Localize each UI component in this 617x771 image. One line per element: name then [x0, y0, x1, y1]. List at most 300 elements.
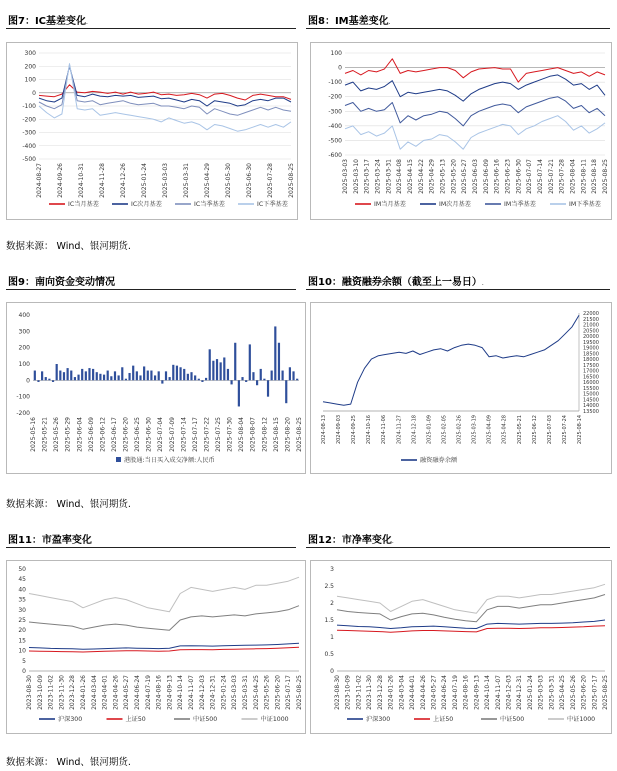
legend-label: IC当季基差	[194, 201, 225, 208]
x-tick-label: 2025-03-03	[162, 163, 169, 198]
x-tick-label: 2025-04-29	[428, 159, 436, 194]
x-tick-label: 2025-07-03	[546, 415, 553, 445]
y-tick-label: 1	[330, 634, 334, 641]
bar	[92, 369, 94, 380]
y-tick-label: 2	[330, 600, 334, 607]
x-tick-label: 2024-04-01	[409, 675, 417, 710]
x-tick-label: 2025-06-30	[246, 163, 253, 198]
bar	[212, 361, 214, 381]
bar	[271, 371, 273, 381]
x-tick-label: 2025-03-24	[374, 159, 382, 194]
x-tick-label: 2025-06-20	[122, 417, 130, 452]
x-tick-label: 2025-06-17	[110, 417, 118, 452]
x-tick-label: 2024-10-14	[177, 675, 185, 710]
bar	[187, 374, 189, 381]
series-line	[345, 75, 605, 101]
bar	[278, 343, 280, 381]
legend-label: 上证50	[433, 716, 454, 723]
x-tick-label: 2025-03-10	[352, 159, 360, 194]
series-line	[337, 584, 605, 613]
figure-8-title: 图8：IM基差变化.	[308, 16, 391, 27]
bar	[143, 366, 145, 380]
bar	[59, 371, 61, 381]
x-tick-label: 2025-01-24	[220, 675, 228, 710]
bar	[161, 380, 163, 383]
x-tick-label: 2024-04-26	[112, 675, 120, 710]
data-source-note: 数据来源： Wind、银河期货.	[6, 241, 131, 252]
bar	[234, 343, 236, 381]
y-tick-label: 19500	[583, 339, 599, 346]
x-tick-label: 2025-03-03	[231, 675, 239, 710]
y-tick-label: 15000	[583, 391, 599, 398]
legend-label: 融资融券余额	[420, 457, 458, 464]
bar	[194, 375, 196, 380]
legend-label: 中证500	[193, 716, 218, 723]
figure-10-title: 图10：融资融券余额（截至上一易日）.	[308, 277, 484, 288]
bar	[74, 377, 76, 380]
x-tick-label: 2024-09-13	[166, 675, 174, 710]
y-tick-label: 13500	[583, 409, 599, 415]
y-tick-label: 20500	[583, 328, 599, 335]
x-tick-label: 2025-02-26	[456, 415, 463, 445]
y-tick-label: -200	[16, 410, 30, 417]
y-tick-label: -100	[16, 393, 30, 401]
y-tick-label: -600	[328, 152, 342, 159]
figure-7-title: 图7：IC基差变化.	[8, 16, 88, 27]
x-tick-label: 2023-12-28	[376, 675, 384, 710]
divider	[306, 28, 610, 29]
x-tick-label: 2025-04-08	[396, 159, 404, 194]
legend-swatch	[116, 457, 121, 462]
y-tick-label: 200	[18, 344, 30, 352]
series-line	[29, 606, 299, 631]
divider	[6, 28, 296, 29]
x-tick-label: 2024-06-24	[134, 675, 141, 710]
y-tick-label: 0	[338, 64, 342, 72]
y-tick-label: 21000	[583, 322, 599, 329]
y-tick-label: 14500	[583, 397, 599, 404]
x-tick-label: 2023-12-28	[69, 675, 77, 710]
bar	[263, 379, 265, 381]
x-tick-label: 2024-07-19	[451, 675, 459, 710]
y-tick-label: 100	[24, 76, 36, 84]
bar	[118, 375, 120, 380]
series-line	[337, 626, 605, 632]
x-tick-label: 2024-07-19	[144, 675, 152, 710]
bar	[165, 371, 167, 380]
bar	[77, 375, 79, 381]
y-tick-label: 5	[22, 657, 26, 665]
x-tick-label: 2024-12-03	[505, 675, 513, 710]
bar	[107, 371, 109, 381]
y-tick-label: 35	[18, 596, 26, 604]
x-tick-label: 2025-08-18	[591, 159, 599, 194]
data-source-note: 数据来源： Wind、银河期货.	[6, 757, 131, 768]
legend-label: 中证1000	[567, 716, 596, 723]
x-tick-label: 2023-10-09	[344, 675, 352, 710]
y-tick-label: -100	[22, 103, 36, 110]
figure-12-chart	[310, 560, 612, 734]
x-tick-label: 2025-08-07	[249, 417, 257, 452]
bar	[238, 380, 240, 406]
x-tick-label: 2024-10-31	[78, 163, 85, 198]
y-tick-label: 19000	[583, 345, 599, 352]
x-tick-label: 2024-05-27	[430, 675, 438, 710]
y-tick-label: -500	[22, 156, 36, 163]
x-tick-label: 2024-01-26	[387, 675, 395, 710]
x-tick-label: 2024-12-31	[209, 675, 217, 710]
x-tick-label: 2025-05-27	[461, 159, 469, 194]
bar	[139, 375, 141, 380]
bar	[230, 380, 232, 384]
x-tick-label: 2025-05-30	[225, 163, 232, 198]
y-tick-label: 17000	[583, 368, 599, 375]
y-tick-label: 15500	[583, 385, 599, 392]
x-tick-label: 2023-08-30	[26, 675, 33, 710]
legend-label: IM当月基差	[374, 201, 406, 208]
x-tick-label: 2023-11-02	[47, 675, 55, 710]
x-tick-label: 2023-11-30	[58, 675, 66, 710]
series-line	[345, 116, 605, 150]
x-tick-label: 2025-04-15	[407, 159, 414, 194]
bar	[220, 362, 222, 380]
bar	[56, 364, 58, 380]
y-tick-label: -400	[328, 122, 342, 130]
bar	[136, 371, 138, 380]
bar	[256, 380, 258, 385]
x-tick-label: 2025-07-28	[267, 163, 274, 198]
x-tick-label: 2025-04-22	[417, 159, 425, 194]
y-tick-label: 21500	[583, 316, 599, 323]
bar	[52, 380, 54, 382]
x-tick-label: 2025-08-15	[272, 417, 280, 452]
y-tick-label: -200	[328, 93, 342, 101]
legend-label: 沪深300	[58, 716, 83, 723]
x-tick-label: 2025-05-26	[263, 675, 271, 710]
x-tick-label: 2025-07-14	[537, 159, 544, 194]
y-tick-label: 22000	[583, 311, 599, 317]
y-tick-label: 10	[18, 647, 26, 655]
x-tick-label: 2024-08-13	[321, 415, 327, 445]
x-tick-label: 2025-03-31	[242, 675, 249, 710]
y-tick-label: 100	[18, 361, 30, 368]
figure-11-title: 图11：市盈率变化	[8, 535, 92, 546]
x-tick-label: 2025-08-25	[602, 675, 609, 710]
x-tick-label: 2024-10-16	[366, 415, 373, 445]
x-tick-label: 2024-08-16	[462, 675, 470, 710]
x-tick-label: 2025-06-09	[87, 417, 95, 452]
x-tick-label: 2025-08-04	[569, 159, 577, 194]
bar	[99, 374, 101, 381]
bar	[296, 379, 298, 381]
y-tick-label: 16500	[583, 374, 599, 381]
y-tick-label: 3	[330, 566, 334, 573]
x-tick-label: 2024-11-27	[396, 415, 403, 445]
y-tick-label: 0	[22, 668, 26, 675]
bar	[285, 380, 287, 403]
x-tick-label: 2024-12-18	[411, 415, 418, 445]
x-tick-label: 2025-03-03	[537, 675, 545, 710]
x-tick-label: 2025-04-28	[501, 415, 508, 445]
y-tick-label: 14000	[583, 403, 599, 410]
figure-8-chart	[310, 42, 612, 220]
x-tick-label: 2025-07-17	[191, 417, 199, 452]
y-tick-label: -300	[328, 108, 342, 116]
x-tick-label: 2025-06-30	[145, 417, 153, 452]
x-tick-label: 2025-07-22	[203, 417, 211, 452]
x-tick-label: 2025-08-12	[261, 417, 269, 452]
series-line	[337, 595, 605, 622]
figure-9-title: 图9：南向资金变动情况	[8, 277, 115, 288]
y-tick-label: 100	[330, 50, 342, 57]
x-tick-label: 2025-07-21	[547, 158, 555, 194]
legend-label: IC下季基差	[257, 201, 288, 208]
y-tick-label: -300	[22, 129, 36, 137]
x-tick-label: 2025-06-20	[274, 675, 282, 710]
figure-9-chart	[6, 302, 306, 474]
x-tick-label: 2025-08-14	[577, 415, 583, 445]
x-tick-label: 2025-08-25	[296, 675, 303, 710]
y-tick-label: 45	[18, 576, 26, 584]
y-tick-label: 18500	[583, 351, 599, 358]
bar	[37, 380, 39, 382]
x-tick-label: 2024-12-26	[120, 163, 127, 198]
y-tick-label: -100	[328, 79, 342, 87]
y-tick-label: 0	[32, 89, 36, 97]
x-tick-label: 2025-05-26	[569, 675, 577, 710]
x-tick-label: 2024-11-28	[99, 163, 106, 198]
bar	[147, 371, 149, 381]
x-tick-label: 2025-06-12	[99, 417, 107, 452]
x-tick-label: 2024-03-04	[90, 675, 98, 710]
x-tick-label: 2025-07-28	[558, 159, 566, 194]
bar	[209, 349, 211, 380]
divider	[6, 289, 296, 290]
x-tick-label: 2025-05-21	[41, 417, 49, 452]
x-tick-label: 2025-08-04	[238, 417, 246, 452]
bar	[289, 367, 291, 380]
x-tick-label: 2024-04-26	[419, 675, 427, 710]
x-tick-label: 2025-05-16	[30, 417, 37, 452]
x-tick-label: 2024-06-24	[441, 675, 449, 710]
x-tick-label: 2025-07-04	[157, 417, 165, 452]
x-tick-label: 2025-07-17	[591, 675, 599, 710]
legend-label: IM次月基差	[439, 201, 471, 208]
bar	[176, 366, 178, 381]
y-tick-label: 16000	[583, 380, 599, 387]
x-tick-label: 2025-06-20	[580, 675, 588, 710]
legend-label: IC次月基差	[131, 201, 162, 208]
bar	[103, 375, 105, 381]
x-tick-label: 2023-11-02	[355, 675, 363, 710]
divider	[306, 547, 610, 548]
y-tick-label: 400	[18, 312, 30, 319]
figure-7-chart	[6, 42, 298, 220]
y-tick-label: 300	[18, 328, 30, 336]
x-tick-label: 2024-08-27	[36, 163, 43, 198]
y-tick-label: 15	[18, 637, 26, 645]
x-tick-label: 2025-07-09	[168, 417, 176, 452]
legend-label: 中证1000	[260, 716, 289, 723]
bar	[201, 380, 203, 382]
bar	[282, 371, 284, 381]
y-tick-label: 300	[24, 50, 36, 57]
bar	[172, 365, 174, 381]
y-tick-label: 50	[18, 566, 26, 573]
bar	[205, 378, 207, 380]
y-tick-label: 0.5	[324, 651, 334, 658]
x-tick-label: 2025-08-25	[288, 163, 295, 198]
bar	[48, 379, 50, 381]
bar	[70, 371, 72, 381]
x-tick-label: 2025-06-03	[472, 159, 479, 194]
bar	[190, 372, 192, 380]
x-tick-label: 2025-05-20	[450, 159, 458, 194]
bar	[252, 372, 254, 380]
x-tick-label: 2025-06-25	[134, 417, 142, 452]
y-tick-label: 25	[18, 617, 26, 624]
bar	[274, 326, 276, 380]
x-tick-label: 2024-12-31	[516, 675, 524, 710]
bar	[223, 357, 225, 380]
x-tick-label: 2025-08-11	[580, 159, 588, 194]
bar	[110, 376, 112, 380]
x-tick-label: 2024-05-27	[123, 675, 131, 710]
x-tick-label: 2025-05-13	[439, 159, 447, 194]
x-tick-label: 2025-07-30	[226, 417, 234, 452]
bar	[88, 368, 90, 380]
bar	[63, 372, 65, 380]
x-tick-label: 2025-06-16	[493, 159, 501, 194]
x-tick-label: 2025-07-14	[180, 417, 188, 452]
bar	[292, 371, 294, 380]
bar	[249, 344, 251, 380]
legend-label: IM当季基差	[504, 201, 536, 208]
y-tick-label: 17500	[583, 362, 599, 369]
bar	[245, 380, 247, 382]
x-tick-label: 2025-07-07	[526, 159, 534, 194]
bar	[179, 367, 181, 380]
x-tick-label: 2024-12-03	[198, 675, 206, 710]
x-tick-label: 2025-03-31	[183, 163, 190, 198]
bar	[198, 379, 200, 381]
x-tick-label: 2023-11-30	[366, 675, 374, 710]
figure-11-chart	[6, 560, 306, 734]
bar	[241, 377, 243, 380]
x-tick-label: 2025-05-26	[53, 417, 61, 452]
data-source-note: 数据来源： Wind、银河期货.	[6, 499, 131, 510]
x-tick-label: 2024-10-14	[484, 675, 492, 710]
bar	[216, 359, 218, 380]
x-tick-label: 2024-09-03	[336, 415, 343, 445]
y-tick-label: -200	[22, 116, 36, 124]
figure-12-title: 图12：市净率变化.	[308, 535, 394, 546]
x-tick-label: 2025-04-09	[486, 415, 493, 445]
bar	[267, 380, 269, 396]
bar	[45, 377, 47, 380]
x-tick-label: 2024-11-07	[494, 675, 502, 710]
x-tick-label: 2023-08-30	[334, 675, 341, 710]
x-tick-label: 2025-01-24	[526, 675, 534, 710]
bar	[183, 369, 185, 380]
x-tick-label: 2025-03-03	[342, 159, 349, 194]
bar	[125, 379, 127, 381]
x-tick-label: 2025-07-25	[215, 417, 223, 452]
y-tick-label: 20000	[583, 334, 599, 341]
legend-label: 中证500	[500, 716, 525, 723]
bar	[85, 371, 87, 380]
y-tick-label: 2.5	[324, 583, 334, 590]
x-tick-label: 2024-11-06	[381, 415, 388, 445]
legend-label: IC当月基差	[68, 201, 99, 208]
x-tick-label: 2024-09-13	[473, 675, 481, 710]
bar	[169, 377, 171, 380]
x-tick-label: 2025-05-29	[64, 417, 72, 452]
x-tick-label: 2025-08-25	[296, 417, 303, 452]
bar	[34, 371, 36, 381]
x-tick-label: 2024-04-01	[101, 675, 109, 710]
y-tick-label: -500	[328, 137, 342, 145]
legend-label: 上证50	[125, 716, 146, 723]
y-tick-label: 20	[18, 627, 26, 635]
y-tick-label: -400	[22, 142, 36, 150]
x-tick-label: 2025-07-17	[285, 675, 293, 710]
bar	[260, 369, 262, 380]
figure-10-chart	[310, 302, 612, 474]
x-tick-label: 2025-08-20	[284, 417, 292, 452]
x-tick-label: 2025-08-25	[602, 159, 609, 194]
x-tick-label: 2025-06-09	[482, 159, 490, 194]
series-line	[29, 577, 299, 612]
bar	[150, 371, 152, 381]
x-tick-label: 2025-01-24	[141, 163, 148, 198]
series-line	[323, 315, 579, 405]
legend-label: 沪深300	[366, 716, 391, 723]
x-tick-label: 2025-03-31	[548, 675, 556, 710]
bar	[81, 369, 83, 380]
x-tick-label: 2023-10-09	[36, 675, 44, 710]
x-tick-label: 2025-06-04	[76, 417, 84, 452]
y-tick-label: 0	[26, 377, 30, 385]
x-tick-label: 2025-02-05	[441, 415, 448, 445]
legend-label: IM下季基差	[569, 201, 601, 208]
bar	[154, 375, 156, 380]
x-tick-label: 2025-06-12	[531, 415, 538, 445]
bar	[67, 368, 69, 380]
x-tick-label: 2025-01-09	[426, 415, 433, 445]
y-tick-label: 0	[330, 668, 334, 675]
x-tick-label: 2025-04-25	[252, 675, 260, 710]
bar	[41, 371, 43, 380]
series-line	[345, 59, 605, 82]
x-tick-label: 2025-03-31	[385, 159, 393, 194]
legend-label: 港股通:当日买入成交净额:人民币	[124, 457, 215, 464]
bar	[114, 371, 116, 380]
x-tick-label: 2024-09-25	[351, 415, 358, 445]
bar	[96, 372, 98, 380]
bar	[121, 367, 123, 380]
bar	[158, 371, 160, 380]
y-tick-label: 200	[24, 63, 36, 71]
x-tick-label: 2025-03-19	[471, 415, 478, 445]
x-tick-label: 2025-07-24	[561, 415, 568, 445]
y-tick-label: 18000	[583, 357, 599, 364]
divider	[6, 547, 296, 548]
y-tick-label: 1.5	[324, 617, 334, 624]
x-tick-label: 2024-03-04	[398, 675, 406, 710]
bar	[227, 369, 229, 380]
y-tick-label: 40	[18, 586, 26, 594]
